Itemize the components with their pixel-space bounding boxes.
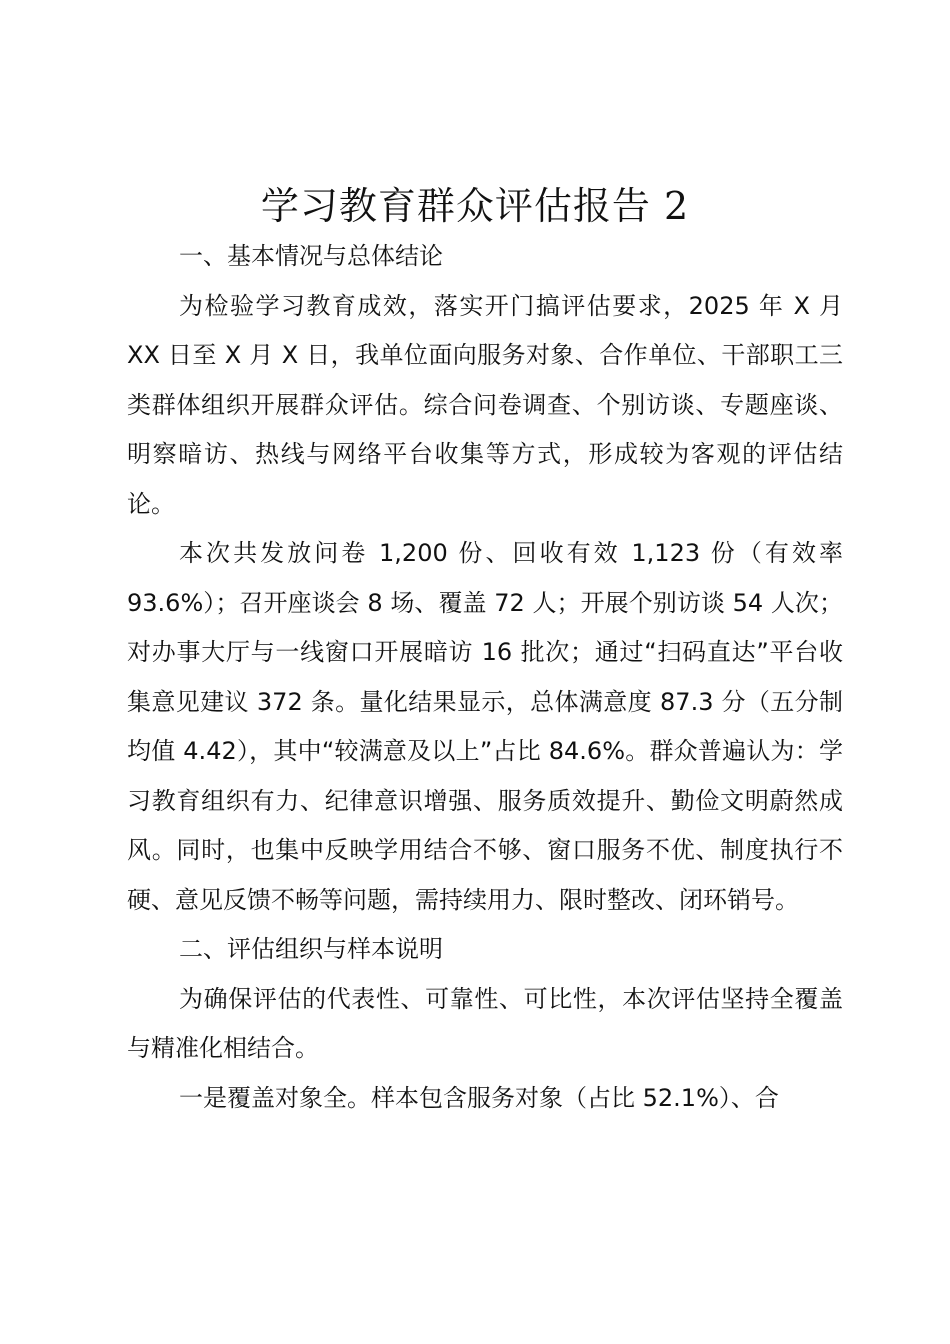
document-title: 学习教育群众评估报告 2 [260,184,690,228]
section-heading-2: 二、评估组织与样本说明 [179,935,443,963]
paragraph: 本次共发放问卷 1,200 份、回收有效 1,123 份（有效率 93.6%）；召开座谈会 8 场、覆盖 72 人；开展个别访谈 54 人次；对办事大厅与一线窗口开展暗访 16 批次；通过“扫码直达”平台收集意见建议 372 条。量化结果显示，总体满意度 87.3 分（五分制均值 4.42），其中“较满意及以上”占比 84.6%。群众普遍认为：学习教育组织有力、纪律意识增强、服务质效提升、勤俭文明蔚然成风。同时，也集中反映学用结合不够、窗口服务不优、制度执行不硬、意见反馈不畅等问题，需持续用力、限时整改、闭环销号。 [127,539,843,914]
document-body [127,232,843,1123]
section-heading-1: 一、基本情况与总体结论 [179,242,443,270]
paragraph: 为确保评估的代表性、可靠性、可比性，本次评估坚持全覆盖与精准化相结合。 [127,984,843,1062]
paragraph: 一是覆盖对象全。样本包含服务对象（占比 52.1%）、合 [179,1083,779,1112]
paragraph: 为检验学习教育成效，落实开门搞评估要求，2025 年 X 月 XX 日至 X 月 X 日，我单位面向服务对象、合作单位、干部职工三类群体组织开展群众评估。综合问卷调查、个别访谈、专题座谈、明察暗访、热线与网络平台收集等方式，形成较为客观的评估结论。 [127,291,843,518]
